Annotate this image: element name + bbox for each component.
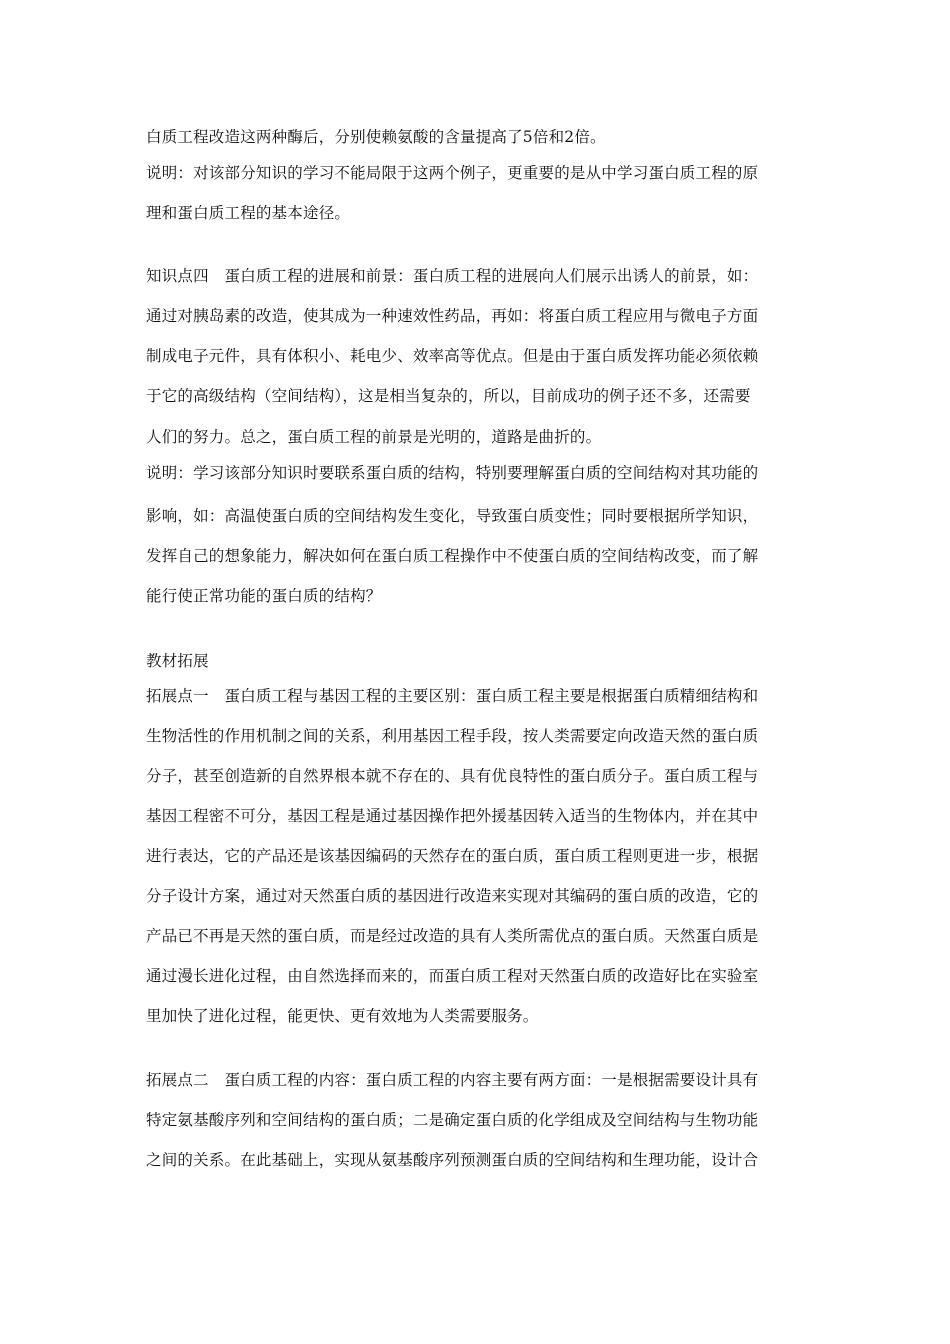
text-line: 发挥自己的想象能力，解决如何在蛋白质工程操作中不使蛋白质的空间结构改变，而了解 [146, 547, 759, 565]
text-line: 知识点四 蛋白质工程的进展和前景：蛋白质工程的进展向人们展示出诱人的前景，如： [146, 267, 759, 285]
text-line: 白质工程改造这两种酶后，分别使赖氨酸的含量提高了5倍和2倍。 [146, 128, 606, 146]
text-line: 进行表达，它的产品还是该基因编码的天然存在的蛋白质，蛋白质工程则更进一步，根据 [146, 847, 759, 865]
text-line: 说明：学习该部分知识时要联系蛋白质的结构，特别要理解蛋白质的空间结构对其功能的 [146, 464, 759, 482]
text-line: 基因工程密不可分，基因工程是通过基因操作把外援基因转入适当的生物体内，并在其中 [146, 807, 759, 825]
text-line: 说明：对该部分知识的学习不能局限于这两个例子，更重要的是从中学习蛋白质工程的原 [146, 164, 759, 182]
text-line: 分子设计方案，通过对天然蛋白质的基因进行改造来实现对其编码的蛋白质的改造，它的 [146, 887, 759, 905]
text-line: 生物活性的作用机制之间的关系，利用基因工程手段，按人类需要定向改造天然的蛋白质 [146, 727, 759, 745]
text-line: 理和蛋白质工程的基本途径。 [146, 204, 351, 222]
text-line: 拓展点一 蛋白质工程与基因工程的主要区别：蛋白质工程主要是根据蛋白质精细结构和 [146, 687, 759, 705]
text-line: 人们的努力。总之，蛋白质工程的前景是光明的，道路是曲折的。 [146, 428, 602, 446]
text-line: 里加快了进化过程，能更快、更有效地为人类需要服务。 [146, 1007, 539, 1025]
text-line: 通过对胰岛素的改造，使其成为一种速效性药品，再如：将蛋白质工程应用与微电子方面 [146, 307, 759, 325]
text-line: 特定氨基酸序列和空间结构的蛋白质；二是确定蛋白质的化学组成及空间结构与生物功能 [146, 1111, 759, 1129]
text-line: 拓展点二 蛋白质工程的内容：蛋白质工程的内容主要有两方面：一是根据需要设计具有 [146, 1071, 759, 1089]
section-heading: 教材拓展 [146, 652, 209, 670]
text-line: 能行使正常功能的蛋白质的结构？ [146, 587, 382, 605]
text-line: 制成电子元件，具有体积小、耗电少、效率高等优点。但是由于蛋白质发挥功能必须依赖 [146, 347, 759, 365]
text-line: 通过漫长进化过程，由自然选择而来的，而蛋白质工程对天然蛋白质的改造好比在实验室 [146, 967, 759, 985]
text-line: 之间的关系。在此基础上，实现从氨基酸序列预测蛋白质的空间结构和生理功能，设计合 [146, 1151, 759, 1169]
text-line: 分子，甚至创造新的自然界根本就不存在的、具有优良特性的蛋白质分子。蛋白质工程与 [146, 767, 759, 785]
text-line: 于它的高级结构（空间结构），这是相当复杂的，所以，目前成功的例子还不多，还需要 [146, 387, 751, 405]
text-line: 影响，如：高温使蛋白质的空间结构发生变化，导致蛋白质变性；同时要根据所学知识， [146, 507, 759, 525]
text-line: 产品已不再是天然的蛋白质，而是经过改造的具有人类所需优点的蛋白质。天然蛋白质是 [146, 927, 759, 945]
